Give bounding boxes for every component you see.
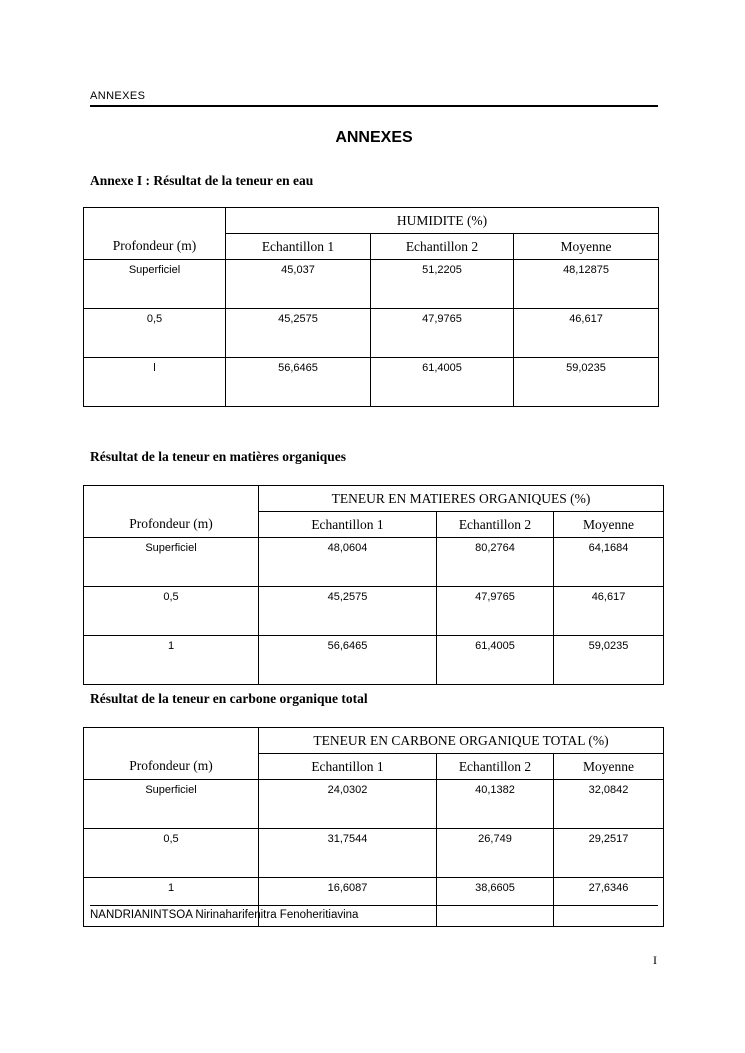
cell-value: 38,6605 <box>437 878 554 927</box>
organic-matter-table <box>83 485 664 685</box>
row-label: 0,5 <box>84 829 259 878</box>
column-header: Echantillon 1 <box>259 754 437 780</box>
row-label: l <box>84 358 226 407</box>
cell-value: 29,2517 <box>554 829 664 878</box>
table-header-row <box>84 728 664 754</box>
cell-value: 64,1684 <box>554 538 664 587</box>
table-row <box>84 829 664 878</box>
footer-author-name: NANDRIANINTSOA Nirinaharifenitra Fenoheritiavina <box>90 905 658 921</box>
cell-value: 47,9765 <box>371 309 514 358</box>
column-header: Echantillon 2 <box>437 512 554 538</box>
cell-value: 80,2764 <box>437 538 554 587</box>
table-row <box>84 587 664 636</box>
table-group-header: HUMIDITE (%) <box>226 208 659 234</box>
row-label: 0,5 <box>84 309 226 358</box>
table-row <box>84 309 659 358</box>
row-label: Superficiel <box>84 780 259 829</box>
cell-value: 61,4005 <box>371 358 514 407</box>
section-heading: Résultat de la teneur en matières organiques <box>90 449 346 464</box>
column-header-profondeur: Profondeur (m) <box>84 208 226 260</box>
cell-value: 32,0842 <box>554 780 664 829</box>
table-row <box>84 538 664 587</box>
section-heading: Annexe I : Résultat de la teneur en eau <box>90 173 314 188</box>
table-header-row <box>84 486 664 512</box>
column-header: Echantillon 1 <box>226 234 371 260</box>
cell-value: 56,6465 <box>226 358 371 407</box>
column-header: Echantillon 1 <box>259 512 437 538</box>
cell-value: 45,2575 <box>259 587 437 636</box>
row-label: 1 <box>84 636 259 685</box>
page-title: ANNEXES <box>335 129 413 146</box>
cell-value: 45,2575 <box>226 309 371 358</box>
humidity-table <box>83 207 659 407</box>
total-organic-carbon-table <box>83 727 664 927</box>
column-header: Moyenne <box>554 754 664 780</box>
page-number: I <box>653 953 657 967</box>
cell-value: 31,7544 <box>259 829 437 878</box>
table-row <box>84 260 659 309</box>
running-header: ANNEXES <box>90 90 658 107</box>
column-header-profondeur: Profondeur (m) <box>84 728 259 780</box>
column-header: Echantillon 2 <box>371 234 514 260</box>
cell-value: 48,0604 <box>259 538 437 587</box>
row-label: Superficiel <box>84 260 226 309</box>
table-group-header: TENEUR EN MATIERES ORGANIQUES (%) <box>259 486 664 512</box>
cell-value: 26,749 <box>437 829 554 878</box>
cell-value: 59,0235 <box>514 358 659 407</box>
table-row <box>84 780 664 829</box>
table-group-header: TENEUR EN CARBONE ORGANIQUE TOTAL (%) <box>259 728 664 754</box>
cell-value: 51,2205 <box>371 260 514 309</box>
table-header-row <box>84 208 659 234</box>
row-label: 0,5 <box>84 587 259 636</box>
table-row <box>84 636 664 685</box>
cell-value: 16,6087 <box>259 878 437 927</box>
cell-value: 59,0235 <box>554 636 664 685</box>
cell-value: 27,6346 <box>554 878 664 927</box>
column-header: Moyenne <box>514 234 659 260</box>
cell-value: 46,617 <box>554 587 664 636</box>
cell-value: 48,12875 <box>514 260 659 309</box>
cell-value: 61,4005 <box>437 636 554 685</box>
column-header: Moyenne <box>554 512 664 538</box>
cell-value: 40,1382 <box>437 780 554 829</box>
cell-value: 47,9765 <box>437 587 554 636</box>
cell-value: 24,0302 <box>259 780 437 829</box>
column-header: Echantillon 2 <box>437 754 554 780</box>
column-header-profondeur: Profondeur (m) <box>84 486 259 538</box>
section-heading: Résultat de la teneur en carbone organique total <box>90 691 368 706</box>
cell-value: 46,617 <box>514 309 659 358</box>
cell-value: 45,037 <box>226 260 371 309</box>
cell-value: 56,6465 <box>259 636 437 685</box>
table-row <box>84 358 659 407</box>
row-label: 1 <box>84 878 259 927</box>
row-label: Superficiel <box>84 538 259 587</box>
